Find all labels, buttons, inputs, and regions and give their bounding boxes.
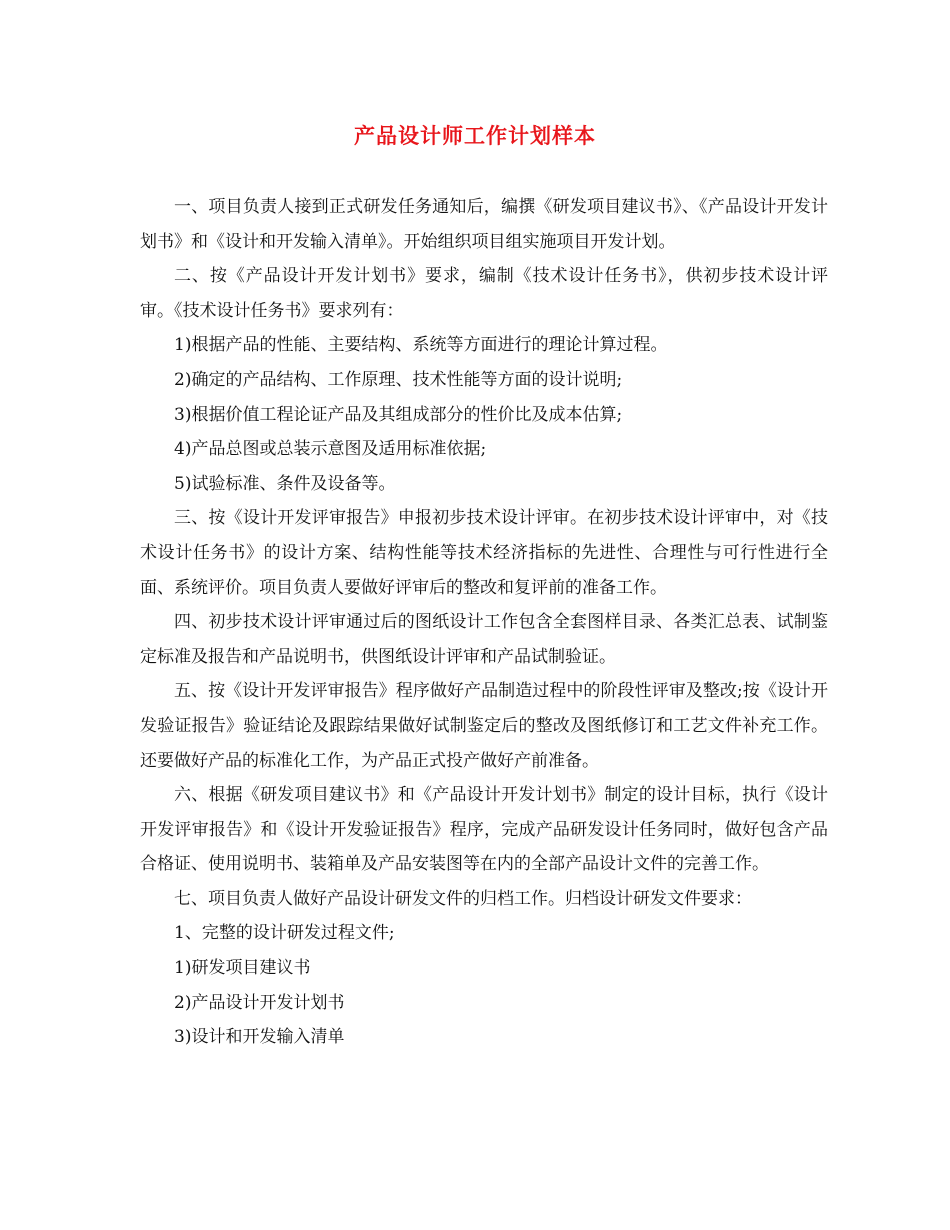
paragraph-3: 三、按《设计开发评审报告》申报初步技术设计评审。在初步技术设计评审中，对《技术设计任务书》的设计方案、结构性能等技术经济指标的先进性、合理性与可行性进行全面、系统评价。项目负责人要做好评审后的整改和复评前的准备工作。	[140, 508, 828, 598]
sub-item-1: 1、完整的设计研发过程文件;	[174, 923, 395, 944]
paragraph-4: 四、初步技术设计评审通过后的图纸设计工作包含全套图样目录、各类汇总表、试制鉴定标准及报告和产品说明书，供图纸设计评审和产品试制验证。	[140, 612, 828, 667]
list-item-1: 1)根据产品的性能、主要结构、系统等方面进行的理论计算过程。	[174, 335, 668, 356]
paragraph-2: 二、按《产品设计开发计划书》要求，编制《技术设计任务书》，供初步技术设计评审。《技术设计任务书》要求列有：	[140, 266, 828, 321]
document-body	[140, 190, 828, 1055]
paragraph-7: 七、项目负责人做好产品设计研发文件的归档工作。归档设计研发文件要求：	[174, 888, 752, 909]
document-title: 产品设计师工作计划样本	[354, 123, 596, 148]
paragraph-1: 一、项目负责人接到正式研发任务通知后，编撰《研发项目建议书》、《产品设计开发计划书》和《设计和开发输入清单》。开始组织项目组实施项目开发计划。	[140, 197, 828, 252]
sub-list-item-2: 2)产品设计开发计划书	[174, 992, 345, 1013]
sub-list-item-1: 1)研发项目建议书	[174, 958, 311, 979]
paragraph-6: 六、根据《研发项目建议书》和《产品设计开发计划书》制定的设计目标，执行《设计开发评审报告》和《设计开发验证报告》程序，完成产品研发设计任务同时，做好包含产品合格证、使用说明书、装箱单及产品安装图等在内的全部产品设计文件的完善工作。	[140, 785, 828, 875]
list-item-3: 3)根据价值工程论证产品及其组成部分的性价比及成本估算;	[174, 404, 623, 425]
paragraph-5: 五、按《设计开发评审报告》程序做好产品制造过程中的阶段性评审及整改;按《设计开发验证报告》验证结论及跟踪结果做好试制鉴定后的整改及图纸修订和工艺文件补充工作。还要做好产品的标准化工作，为产品正式投产做好产前准备。	[140, 681, 828, 771]
sub-list-item-3: 3)设计和开发输入清单	[174, 1027, 345, 1048]
list-item-5: 5)试验标准、条件及设备等。	[174, 473, 396, 494]
list-item-2: 2)确定的产品结构、工作原理、技术性能等方面的设计说明;	[174, 369, 623, 390]
list-item-4: 4)产品总图或总装示意图及适用标准依据;	[174, 439, 487, 460]
